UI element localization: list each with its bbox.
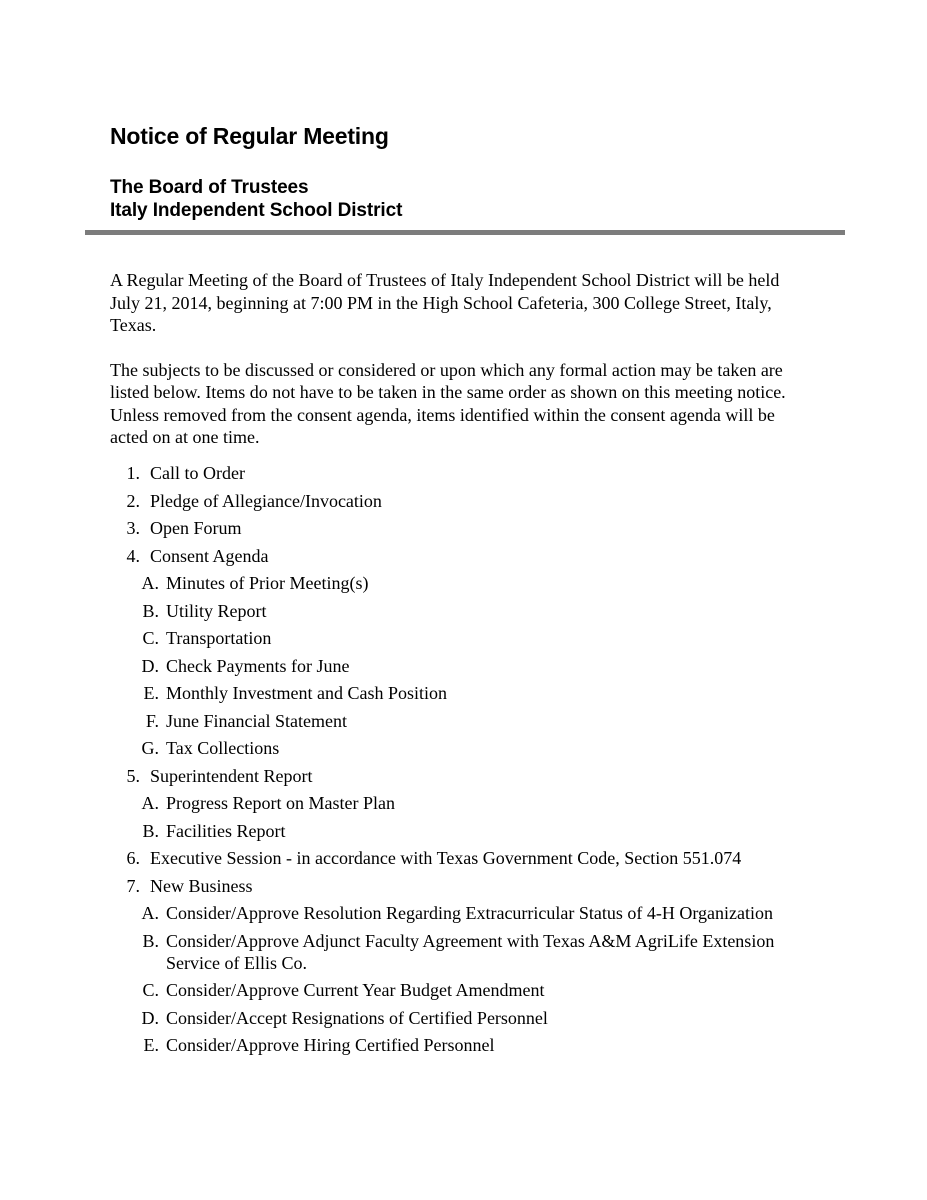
agenda-item-label: Consider/Approve Hiring Certified Personnel (166, 1035, 495, 1055)
agenda-item (110, 655, 810, 677)
agenda-notice-paragraph: The subjects to be discussed or considered or upon which any formal action may be taken are listed below. Items do not have to be taken in the same order as shown on this meeting notice. Unless removed from the consent agenda, items identified within the consent agenda will be acted on at one time. (110, 359, 786, 447)
agenda-item (110, 737, 810, 759)
agenda-item (110, 462, 810, 484)
agenda-item (110, 627, 810, 649)
agenda-item (110, 847, 810, 869)
agenda-item-marker: B. (142, 930, 159, 951)
agenda-item-marker: 7. (126, 875, 140, 896)
page-title: Notice of Regular Meeting (110, 123, 389, 150)
agenda-item-marker: G. (141, 738, 159, 758)
agenda-item (110, 710, 810, 732)
agenda-item-marker: 3. (126, 518, 140, 538)
agenda-item-marker: A. (141, 573, 159, 593)
agenda-item (110, 1007, 810, 1029)
agenda-item (110, 572, 810, 594)
agenda-item (110, 820, 810, 842)
agenda-item-label: June Financial Statement (166, 710, 347, 731)
agenda-item-marker: E. (143, 683, 159, 703)
agenda-item-marker: 6. (126, 848, 140, 868)
agenda-item (110, 930, 810, 974)
agenda-item (110, 1034, 810, 1056)
agenda-item-label: Transportation (166, 628, 272, 648)
agenda-item-label: Progress Report on Master Plan (166, 793, 395, 813)
agenda-item (110, 902, 810, 924)
agenda-item-label: Utility Report (166, 600, 267, 621)
document-subtitle (110, 176, 402, 222)
agenda-item (110, 545, 810, 567)
agenda-item (110, 517, 810, 539)
agenda-item-marker: B. (142, 820, 159, 841)
agenda-item-label: Consent Agenda (150, 545, 269, 566)
subtitle-line-board: The Board of Trustees (110, 176, 309, 198)
agenda-item-label: Pledge of Allegiance/Invocation (150, 490, 382, 511)
agenda-item-label: Tax Collections (166, 738, 280, 758)
agenda-item-marker: A. (141, 793, 159, 813)
subtitle-line-district: Italy Independent School District (110, 199, 403, 221)
agenda-item-label: Consider/Approve Adjunct Faculty Agreement with Texas A&M AgriLife Extension Service of Ellis Co. (166, 930, 775, 973)
agenda-item-label: Consider/Accept Resignations of Certified Personnel (166, 1007, 548, 1028)
agenda-item-label: Monthly Investment and Cash Position (166, 683, 447, 703)
agenda-list (110, 462, 810, 1062)
agenda-item-marker: C. (142, 628, 159, 648)
agenda-item-label: Superintendent Report (150, 765, 313, 786)
agenda-item-label: Executive Session - in accordance with Texas Government Code, Section 551.074 (150, 848, 742, 868)
agenda-item-marker: E. (143, 1035, 159, 1055)
intro-paragraphs (110, 269, 810, 449)
agenda-item-label: Check Payments for June (166, 655, 350, 676)
agenda-item-marker: 1. (126, 463, 140, 483)
agenda-item-label: Open Forum (150, 518, 242, 538)
header-divider (85, 230, 845, 235)
agenda-item-label: Call to Order (150, 463, 245, 483)
agenda-item-marker: D. (141, 1007, 159, 1028)
agenda-item-marker: 4. (126, 545, 140, 566)
agenda-item-label: Consider/Approve Resolution Regarding Extracurricular Status of 4-H Organization (166, 903, 774, 923)
agenda-item-marker: 5. (126, 765, 140, 786)
agenda-item-marker: A. (141, 903, 159, 923)
agenda-item-label: Facilities Report (166, 820, 286, 841)
agenda-item-marker: 2. (126, 490, 140, 511)
agenda-item (110, 765, 810, 787)
agenda-item-marker: F. (145, 710, 159, 731)
agenda-item-marker: B. (142, 600, 159, 621)
agenda-item-marker: D. (141, 655, 159, 676)
agenda-item-label: Minutes of Prior Meeting(s) (166, 573, 369, 593)
agenda-item (110, 600, 810, 622)
meeting-details-paragraph: A Regular Meeting of the Board of Trustees of Italy Independent School District will be held July 21, 2014, beginning at 7:00 PM in the High School Cafeteria, 300 College Street, Italy, Texas. (110, 270, 780, 335)
agenda-item (110, 792, 810, 814)
agenda-item (110, 490, 810, 512)
agenda-item-label: New Business (150, 875, 253, 896)
agenda-item-marker: C. (142, 980, 159, 1000)
agenda-item (110, 682, 810, 704)
agenda-item-label: Consider/Approve Current Year Budget Amendment (166, 980, 545, 1000)
agenda-item (110, 875, 810, 897)
agenda-item (110, 979, 810, 1001)
